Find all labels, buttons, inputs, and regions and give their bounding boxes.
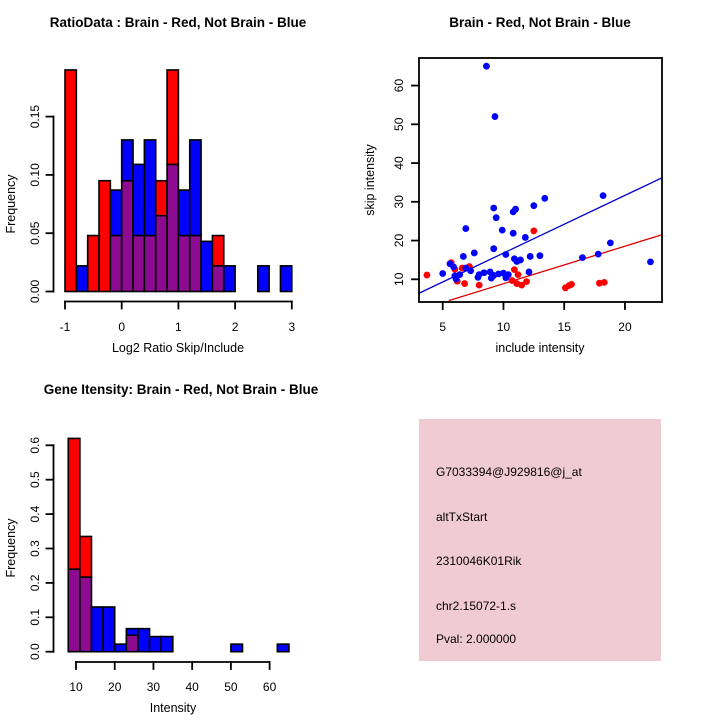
y-tick-label: 0.05 [28, 221, 42, 245]
gene-hist-ylabel: Frequency [4, 518, 18, 578]
scatter-point-not_brain [522, 234, 529, 241]
gene-hist-title: Gene Itensity: Brain - Red, Not Brain - Blue [43, 382, 319, 397]
hist-bar-overlap [156, 216, 167, 292]
info-probe-id: G7033394@J929816@j_at [436, 465, 582, 479]
panel-ratio-histogram [4, 15, 307, 355]
hist-bar-blue [91, 607, 103, 652]
ratio-hist-ylabel: Frequency [4, 174, 18, 234]
gene-hist-plot-area [28, 437, 289, 694]
regression-line-fit_brain [449, 235, 662, 301]
x-tick-label: -1 [59, 320, 71, 334]
info-gene-symbol: 2310046K01Rik [436, 554, 522, 568]
scatter-point-not_brain [502, 274, 509, 281]
hist-bar-overlap [190, 236, 201, 292]
hist-bar-red [80, 536, 92, 577]
hist-bar-red [99, 181, 110, 292]
y-tick-label: 0.10 [28, 163, 42, 187]
scatter-point-not_brain [530, 202, 537, 209]
hist-bar-overlap [178, 236, 189, 292]
hist-bar-blue [258, 266, 269, 292]
x-tick-label: 0 [118, 320, 126, 334]
x-tick-label: 3 [288, 320, 296, 334]
scatter-point-not_brain [490, 205, 497, 212]
scatter-point-brain [476, 282, 483, 289]
y-tick-label: 0.2 [28, 574, 42, 592]
hist-bar-blue [115, 644, 127, 652]
scatter-point-not_brain [579, 254, 586, 261]
panel-intensity-scatter [363, 15, 662, 355]
panel-gene-intensity-histogram [4, 382, 319, 715]
y-tick-label: 0.0 [28, 643, 42, 661]
hist-bar-blue [161, 637, 173, 652]
ratio-hist-plot-area [28, 70, 295, 334]
scatter-point-not_brain [600, 192, 607, 199]
info-event-type: altTxStart [436, 510, 488, 524]
scatter-point-not_brain [453, 276, 460, 283]
scatter-point-not_brain [471, 250, 478, 257]
info-pval: Pval: 2.000000 [436, 632, 517, 646]
scatter-point-brain [530, 227, 537, 234]
scatter-point-not_brain [541, 195, 548, 202]
y-tick-label: 0.3 [28, 540, 42, 557]
scatter-point-brain [523, 278, 530, 285]
hist-bar-overlap [126, 635, 138, 652]
gene-hist-xlabel: Intensity [149, 701, 197, 715]
hist-bar-overlap [133, 236, 144, 292]
scatter-point-brain [568, 281, 575, 288]
hist-bar-red [65, 70, 76, 292]
hist-bar-blue [144, 140, 155, 236]
scatter-point-not_brain [490, 245, 497, 252]
y-tick-label: 10 [392, 272, 406, 286]
scatter-point-not_brain [450, 264, 457, 271]
y-tick-label: 0.5 [28, 471, 42, 489]
hist-bar-red [88, 236, 99, 292]
scatter-point-not_brain [510, 208, 517, 215]
scatter-point-brain [424, 272, 431, 279]
y-tick-label: 0.1 [28, 608, 42, 626]
hist-bar-blue [150, 637, 162, 652]
x-tick-label: 2 [231, 320, 239, 334]
scatter-point-not_brain [493, 214, 500, 221]
x-tick-label: 50 [224, 680, 238, 694]
hist-bar-blue [133, 164, 144, 235]
scatter-title: Brain - Red, Not Brain - Blue [449, 15, 631, 30]
hist-bar-overlap [80, 577, 92, 652]
scatter-point-not_brain [483, 63, 490, 70]
scatter-point-not_brain [460, 253, 467, 260]
hist-bar-blue [126, 629, 138, 636]
hist-bar-overlap [68, 569, 80, 652]
scatter-point-not_brain [462, 225, 469, 232]
scatter-point-not_brain [499, 227, 506, 234]
hist-bar-overlap [212, 266, 223, 292]
scatter-point-not_brain [488, 275, 495, 282]
hist-bar-blue [280, 266, 291, 292]
y-tick-label: 30 [392, 195, 406, 209]
scatter-point-not_brain [467, 267, 474, 274]
scatter-point-not_brain [527, 253, 534, 260]
hist-bar-blue [122, 140, 133, 181]
x-tick-label: 40 [185, 680, 199, 694]
scatter-point-not_brain [513, 258, 520, 265]
hist-bar-blue [103, 607, 115, 652]
hist-bar-red [156, 181, 167, 216]
scatter-point-brain [461, 280, 468, 287]
y-tick-label: 0.4 [28, 505, 42, 523]
hist-bar-overlap [167, 164, 178, 291]
y-tick-label: 60 [392, 78, 406, 93]
hist-bar-overlap [122, 181, 133, 292]
scatter-ylabel: skip intensity [363, 144, 377, 216]
y-tick-label: 0.00 [28, 279, 42, 304]
scatter-xlabel: include intensity [495, 341, 585, 355]
hist-bar-blue [178, 190, 189, 235]
scatter-point-not_brain [510, 230, 517, 237]
y-tick-label: 0.6 [28, 436, 42, 454]
scatter-plot-area [392, 58, 662, 334]
scatter-point-brain [601, 279, 608, 286]
hist-bar-blue [201, 241, 212, 291]
hist-bar-blue [224, 266, 235, 292]
scatter-point-brain [515, 271, 522, 278]
x-tick-label: 60 [262, 680, 277, 694]
scatter-point-not_brain [595, 251, 602, 258]
hist-bar-blue [76, 266, 87, 292]
hist-bar-blue [138, 629, 150, 652]
scatter-point-not_brain [607, 239, 614, 246]
hist-bar-red [68, 438, 80, 569]
scatter-point-not_brain [439, 270, 446, 277]
y-tick-label: 40 [392, 156, 406, 170]
scatter-point-not_brain [475, 274, 482, 281]
hist-bar-overlap [144, 236, 155, 292]
hist-bar-red [167, 70, 178, 164]
scatter-point-not_brain [526, 269, 533, 276]
x-tick-label: 1 [175, 320, 182, 334]
info-chromosome-location: chr2.15072-1.s [436, 599, 517, 613]
x-tick-label: 5 [439, 320, 447, 334]
hist-bar-blue [110, 190, 121, 235]
panel-info-box [419, 419, 661, 661]
scatter-point-not_brain [537, 252, 544, 259]
scatter-point-not_brain [647, 258, 654, 265]
hist-bar-blue [231, 644, 243, 652]
hist-bar-overlap [110, 236, 121, 292]
ratio-hist-title: RatioData : Brain - Red, Not Brain - Blue [49, 15, 307, 30]
scatter-point-not_brain [502, 251, 509, 258]
x-tick-label: 20 [618, 320, 632, 334]
info-box-background [419, 419, 661, 661]
hist-bar-red [212, 236, 223, 266]
x-tick-label: 10 [496, 320, 511, 334]
y-tick-label: 20 [392, 233, 406, 248]
ratio-hist-xlabel: Log2 Ratio Skip/Include [111, 341, 245, 355]
hist-bar-blue [190, 140, 201, 236]
x-tick-label: 10 [69, 680, 83, 694]
hist-bar-blue [277, 644, 289, 652]
x-tick-label: 20 [108, 680, 122, 694]
x-tick-label: 30 [146, 680, 161, 694]
y-tick-label: 0.15 [28, 104, 42, 129]
scatter-point-not_brain [492, 113, 499, 120]
y-tick-label: 50 [392, 117, 406, 131]
x-tick-label: 15 [557, 320, 571, 334]
